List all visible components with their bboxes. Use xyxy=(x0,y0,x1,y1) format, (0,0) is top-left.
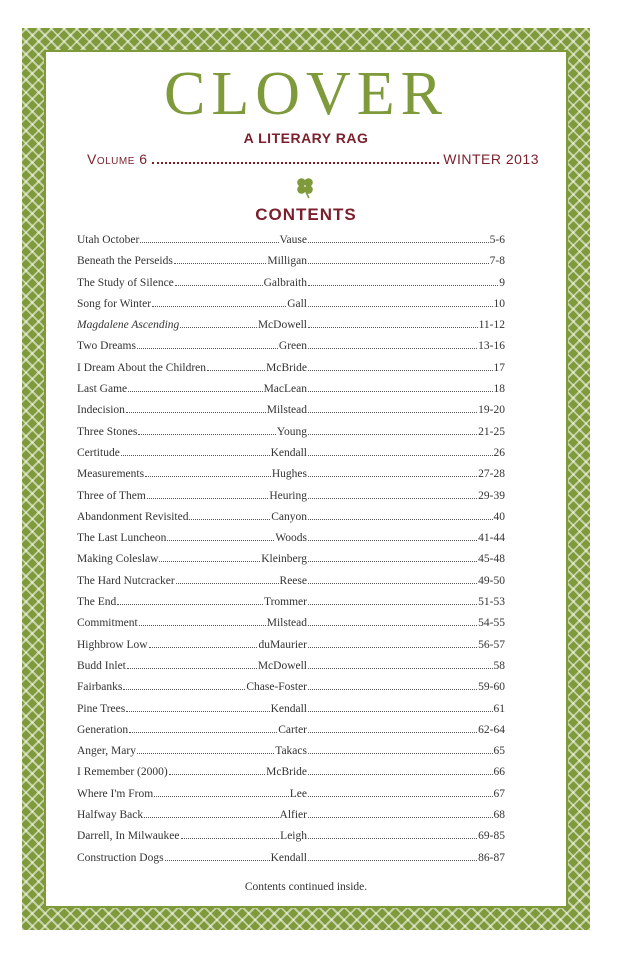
dot-leader xyxy=(308,532,477,541)
toc-entry-pages: 9 xyxy=(499,276,505,289)
toc-entry-pages: 5-6 xyxy=(489,234,505,246)
dot-leader xyxy=(308,234,489,243)
toc-entry-author: Carter xyxy=(278,723,307,736)
dot-leader xyxy=(308,511,493,520)
dot-leader xyxy=(308,617,477,626)
toc-entry-title: Budd Inlet xyxy=(77,659,126,672)
toc-entry-title: Magdalene Ascending xyxy=(77,319,180,332)
toc-entry-pages: 68 xyxy=(493,809,505,822)
toc-entry-pages: 27-28 xyxy=(478,468,505,481)
toc-entry-title: Certitude xyxy=(77,446,120,459)
toc-entry-author: Kendall xyxy=(270,851,307,864)
toc-entry xyxy=(77,277,505,298)
toc-entry-author: Trommer xyxy=(263,596,307,609)
toc-entry xyxy=(77,830,505,851)
toc-entry xyxy=(77,404,505,425)
toc-entry xyxy=(77,426,505,447)
toc-entry-author: Leigh xyxy=(280,830,307,843)
toc-entry-pages: 13-16 xyxy=(478,340,505,353)
dot-leader xyxy=(138,426,275,435)
toc-entry-author: Milstead xyxy=(266,404,307,417)
dot-leader xyxy=(159,553,260,562)
toc-entry-title: Highbrow Low xyxy=(77,638,148,651)
dot-leader xyxy=(152,298,286,307)
toc-entry-pages: 58 xyxy=(493,659,505,672)
dot-leader xyxy=(308,340,477,349)
toc-entry-author: Gall xyxy=(287,297,307,310)
dot-leader xyxy=(127,660,257,669)
toc-entry-author: duMaurier xyxy=(258,638,307,651)
toc-entry-title: Anger, Mary xyxy=(77,745,136,758)
toc-entry-author: Galbraith xyxy=(263,276,307,289)
dot-leader xyxy=(308,660,493,669)
dot-leader xyxy=(167,532,274,541)
dot-leader xyxy=(144,809,278,818)
toc-entry-pages: 10 xyxy=(493,297,505,310)
toc-entry-author: Green xyxy=(278,340,307,353)
toc-entry-pages: 69-85 xyxy=(478,830,505,843)
toc-entry xyxy=(77,745,505,766)
toc-entry-author: Woods xyxy=(275,532,307,545)
toc-entry-pages: 26 xyxy=(493,446,505,459)
toc-entry-pages: 19-20 xyxy=(478,404,505,417)
dot-leader xyxy=(308,852,477,861)
dot-leader xyxy=(308,404,477,413)
contents-footer-note: Contents continued inside. xyxy=(244,881,368,893)
dot-leader xyxy=(175,277,263,286)
dot-leader xyxy=(129,724,277,733)
toc-entry-title: Commitment xyxy=(77,617,138,630)
toc-entry xyxy=(77,617,505,638)
volume-issue-line xyxy=(87,151,539,167)
toc-entry-pages: 18 xyxy=(493,383,505,396)
dot-leader xyxy=(139,617,266,626)
toc-entry-author: McDowell xyxy=(257,659,307,672)
toc-entry-title: Three Stones xyxy=(77,425,138,438)
toc-entry-title: I Remember (2000) xyxy=(77,766,168,779)
dot-leader xyxy=(308,447,493,456)
toc-entry-pages: 59-60 xyxy=(478,681,505,694)
toc-entry xyxy=(77,724,505,745)
toc-entry-pages: 21-25 xyxy=(478,425,505,438)
toc-entry xyxy=(77,703,505,724)
toc-entry xyxy=(77,596,505,617)
table-of-contents xyxy=(77,234,505,873)
toc-entry xyxy=(77,575,505,596)
dot-leader xyxy=(308,426,477,435)
toc-entry-author: Reese xyxy=(279,574,307,587)
toc-entry-title: The Study of Silence xyxy=(77,276,174,289)
issue-label: WINTER 2013 xyxy=(443,151,539,167)
dot-leader xyxy=(176,575,279,584)
toc-entry-title: Generation xyxy=(77,723,129,736)
toc-entry-author: Milligan xyxy=(267,255,307,268)
toc-entry xyxy=(77,362,505,383)
toc-entry-author: Young xyxy=(276,425,307,438)
toc-entry-title: Indecision xyxy=(77,404,125,417)
toc-entry-pages: 54-55 xyxy=(478,617,505,630)
toc-entry-author: McBride xyxy=(266,361,307,374)
toc-entry xyxy=(77,639,505,660)
toc-entry-title: Making Coleslaw xyxy=(77,553,159,566)
magazine-subtitle: A LITERARY RAG xyxy=(243,130,369,146)
toc-entry-author: Lee xyxy=(289,787,307,800)
toc-entry-author: Chase-Foster xyxy=(246,681,307,694)
toc-entry xyxy=(77,511,505,532)
toc-entry-title: Where I'm From xyxy=(77,787,154,800)
dot-leader xyxy=(308,639,477,648)
dot-leader xyxy=(145,468,271,477)
toc-entry-title: The Hard Nutcracker xyxy=(77,574,175,587)
dot-leader xyxy=(308,255,489,264)
toc-entry xyxy=(77,298,505,319)
dot-leader xyxy=(123,681,245,690)
dot-leader xyxy=(137,745,274,754)
toc-entry xyxy=(77,553,505,574)
dot-leader xyxy=(308,319,478,328)
toc-entry-author: Vause xyxy=(279,234,307,246)
dot-leader xyxy=(137,340,278,349)
dot-leader xyxy=(308,277,498,286)
toc-entry-author: Alfier xyxy=(279,809,307,822)
dot-leader xyxy=(149,639,258,648)
toc-entry xyxy=(77,319,505,340)
four-leaf-clover-icon xyxy=(293,175,317,199)
dot-leader xyxy=(126,703,269,712)
magazine-title: CLOVER xyxy=(164,60,448,128)
dot-leader xyxy=(117,596,263,605)
toc-entry xyxy=(77,681,505,702)
toc-entry-title: Two Dreams xyxy=(77,340,136,353)
toc-entry-title: Darrell, In Milwaukee xyxy=(77,830,180,843)
dot-leader xyxy=(308,468,477,477)
toc-entry xyxy=(77,532,505,553)
volume-label: Volume 6 xyxy=(87,151,148,167)
toc-entry xyxy=(77,766,505,787)
toc-entry xyxy=(77,852,505,873)
toc-entry-pages: 66 xyxy=(493,766,505,779)
toc-entry xyxy=(77,809,505,830)
toc-entry xyxy=(77,255,505,276)
toc-entry-author: McBride xyxy=(266,766,307,779)
dot-leader xyxy=(308,745,493,754)
toc-entry-pages: 86-87 xyxy=(478,851,505,864)
toc-entry-author: Takacs xyxy=(275,745,307,758)
toc-entry xyxy=(77,788,505,809)
dot-leader xyxy=(308,809,493,818)
toc-entry-author: MacLean xyxy=(263,383,307,396)
toc-entry-title: The Last Luncheon xyxy=(77,532,167,545)
toc-entry xyxy=(77,234,505,255)
dot-leader xyxy=(140,234,278,243)
dot-leader xyxy=(181,830,280,839)
dot-leader xyxy=(128,383,262,392)
toc-entry xyxy=(77,340,505,361)
toc-entry xyxy=(77,490,505,511)
toc-entry-pages: 61 xyxy=(493,702,505,715)
toc-entry-pages: 49-50 xyxy=(478,574,505,587)
dot-leader xyxy=(189,511,270,520)
toc-entry-pages: 45-48 xyxy=(478,553,505,566)
dot-leader xyxy=(308,575,477,584)
volume-leader xyxy=(152,154,440,164)
toc-entry-title: The End xyxy=(77,596,117,609)
toc-entry-author: Heuring xyxy=(269,489,307,502)
dot-leader xyxy=(308,724,477,733)
toc-entry-title: Construction Dogs xyxy=(77,851,164,864)
toc-entry-pages: 40 xyxy=(493,510,505,523)
toc-entry-title: Halfway Back xyxy=(77,809,144,822)
toc-entry xyxy=(77,383,505,404)
dot-leader xyxy=(174,255,267,264)
toc-entry-pages: 56-57 xyxy=(478,638,505,651)
dot-leader xyxy=(126,404,266,413)
toc-entry-author: McDowell xyxy=(257,319,307,332)
toc-entry-pages: 41-44 xyxy=(478,532,505,545)
dot-leader xyxy=(180,319,257,328)
toc-entry-pages: 62-64 xyxy=(478,723,505,736)
toc-entry xyxy=(77,468,505,489)
toc-entry-author: Kendall xyxy=(270,446,307,459)
toc-entry-pages: 51-53 xyxy=(478,596,505,609)
toc-entry xyxy=(77,660,505,681)
dot-leader xyxy=(308,681,477,690)
toc-entry-title: Last Game xyxy=(77,383,128,396)
toc-entry-author: Kendall xyxy=(270,702,307,715)
toc-entry-title: Measurements xyxy=(77,468,145,481)
toc-entry-title: Pine Trees xyxy=(77,702,126,715)
contents-heading: CONTENTS xyxy=(255,205,357,224)
dot-leader xyxy=(169,766,265,775)
dot-leader xyxy=(308,703,493,712)
toc-entry-author: Hughes xyxy=(271,468,307,481)
dot-leader xyxy=(308,298,493,307)
dot-leader xyxy=(308,596,477,605)
toc-entry-title: Fairbanks xyxy=(77,681,123,694)
toc-entry-pages: 29-39 xyxy=(478,489,505,502)
contents-page xyxy=(49,55,563,903)
dot-leader xyxy=(207,362,265,371)
dot-leader xyxy=(308,362,493,371)
toc-entry-author: Canyon xyxy=(271,510,307,523)
toc-entry-title: Song for Winter xyxy=(77,297,152,310)
dot-leader xyxy=(121,447,270,456)
dot-leader xyxy=(165,852,270,861)
toc-entry-author: Milstead xyxy=(266,617,307,630)
toc-entry-title: Beneath the Perseids xyxy=(77,255,173,268)
toc-entry-pages: 65 xyxy=(493,745,505,758)
dot-leader xyxy=(308,490,477,499)
dot-leader xyxy=(308,766,493,775)
toc-entry-title: Utah October xyxy=(77,234,140,246)
toc-entry-pages: 67 xyxy=(493,787,505,800)
dot-leader xyxy=(308,383,493,392)
dot-leader xyxy=(154,788,289,797)
dot-leader xyxy=(147,490,269,499)
dot-leader xyxy=(308,830,477,839)
toc-entry-pages: 17 xyxy=(493,361,505,374)
toc-entry-title: Three of Them xyxy=(77,489,146,502)
dot-leader xyxy=(308,553,477,562)
dot-leader xyxy=(308,788,493,797)
toc-entry-author: Kleinberg xyxy=(261,553,307,566)
toc-entry-pages: 11-12 xyxy=(478,319,505,332)
toc-entry-title: I Dream About the Children xyxy=(77,361,207,374)
toc-entry-pages: 7-8 xyxy=(489,255,505,268)
toc-entry-title: Abandonment Revisited xyxy=(77,510,189,523)
toc-entry xyxy=(77,447,505,468)
